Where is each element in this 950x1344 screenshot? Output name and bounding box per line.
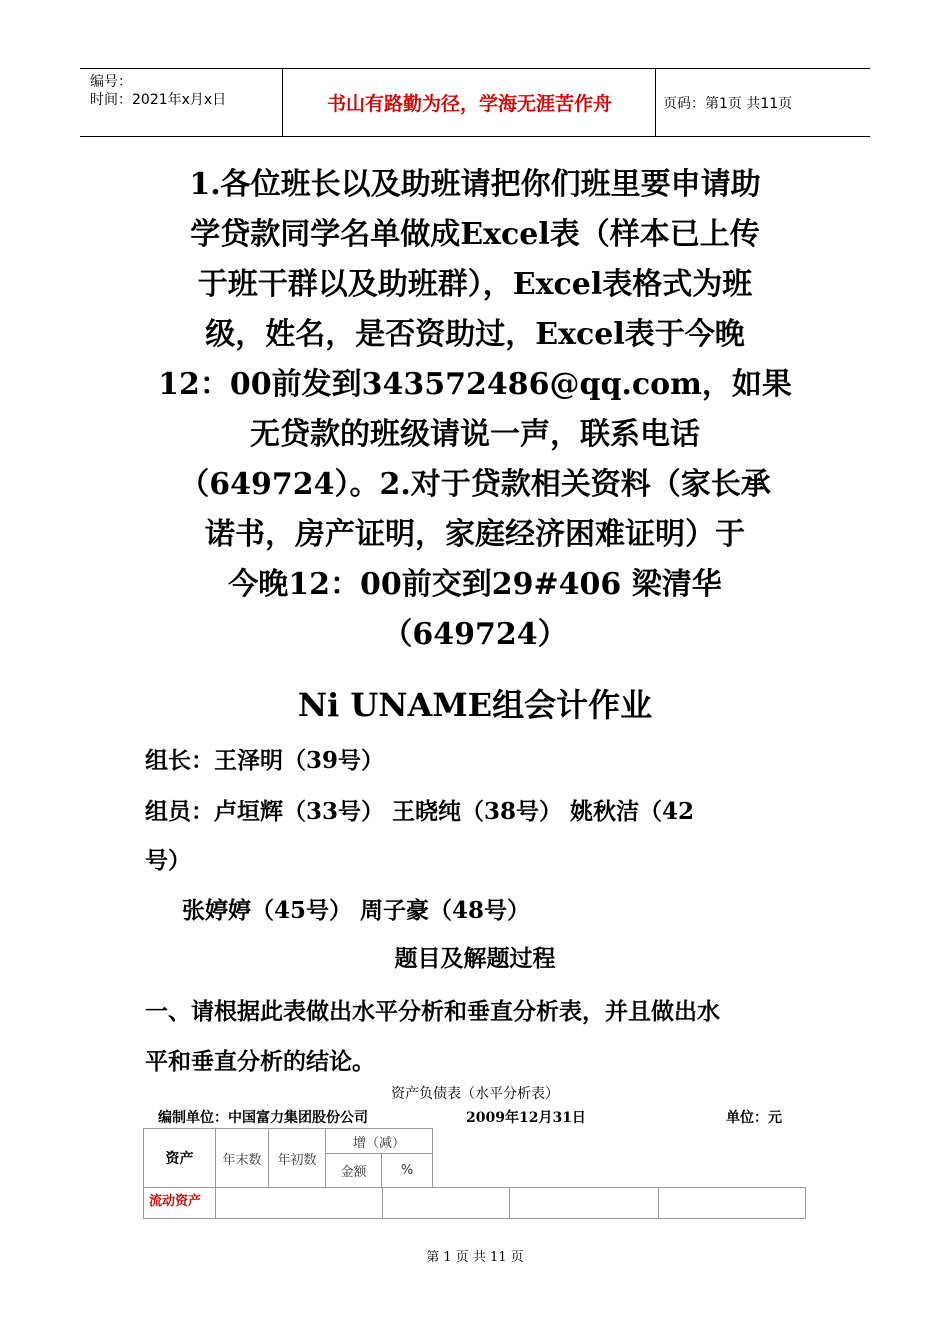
group-members: 组员：卢垣辉（33号） 王晓纯（38号） 姚秋洁（42	[145, 798, 695, 825]
table-date: 2009年12月31日	[466, 1110, 586, 1126]
table-cell	[658, 1187, 806, 1219]
table-caption: 资产负债表（水平分析表）	[391, 1086, 559, 1102]
table-cell	[382, 1187, 510, 1219]
header-number: 编号：	[90, 74, 132, 90]
table-cell	[509, 1187, 659, 1219]
page-header	[80, 68, 870, 137]
page-footer: 第 1 页 共 11 页	[426, 1250, 524, 1265]
notice-line: 1.各位班长以及助班请把你们班里要申请助	[189, 167, 761, 202]
group-title: Ni UNAME组会计作业	[297, 686, 653, 724]
group-members-cont: 号）	[145, 847, 191, 874]
col-change: 增（减）	[325, 1128, 433, 1154]
col-year-end: 年末数	[215, 1128, 269, 1188]
table-unit: 单位：元	[726, 1110, 782, 1126]
header-meta	[90, 73, 226, 109]
col-asset: 资产	[143, 1128, 216, 1188]
notice-line: 学贷款同学名单做成Excel表（样本已上传	[190, 217, 760, 252]
notice-line: 12：00前发到343572486@qq.com，如果	[158, 367, 792, 402]
table-company: 编制单位：中国富力集团股份公司	[158, 1110, 368, 1126]
col-percent: %	[381, 1153, 433, 1188]
question-text: 一、请根据此表做出水平分析和垂直分析表，并且做出水	[145, 998, 720, 1025]
notice-line: （649724）。2.对于贷款相关资料（家长承	[179, 467, 771, 502]
notice-line: 级，姓名，是否资助过，Excel表于今晚	[205, 317, 745, 352]
header-motto: 书山有路勤为径，学海无涯苦作舟	[326, 93, 612, 115]
notice-line: （649724）	[382, 617, 568, 652]
question-text-cont: 平和垂直分析的结论。	[145, 1048, 375, 1075]
row-current-assets: 流动资产	[143, 1187, 216, 1219]
header-page-info: 页码：第1页 共11页	[663, 96, 793, 112]
notice-line: 无贷款的班级请说一声，联系电话	[250, 417, 700, 452]
col-year-begin: 年初数	[268, 1128, 326, 1188]
group-leader: 组长：王泽明（39号）	[145, 747, 385, 774]
header-time: 时间：2021年x月x日	[90, 92, 227, 108]
table-cell	[215, 1187, 383, 1219]
group-members-2: 张婷婷（45号） 周子豪（48号）	[182, 897, 531, 924]
notice-line: 今晚12：00前交到29#406 梁清华	[228, 567, 722, 602]
col-amount: 金额	[325, 1153, 382, 1188]
notice-line: 于班干群以及助班群），Excel表格式为班	[197, 267, 753, 302]
section-heading: 题目及解题过程	[394, 945, 556, 972]
notice-block	[140, 160, 810, 660]
notice-line: 诺书，房产证明，家庭经济困难证明）于	[205, 517, 745, 552]
